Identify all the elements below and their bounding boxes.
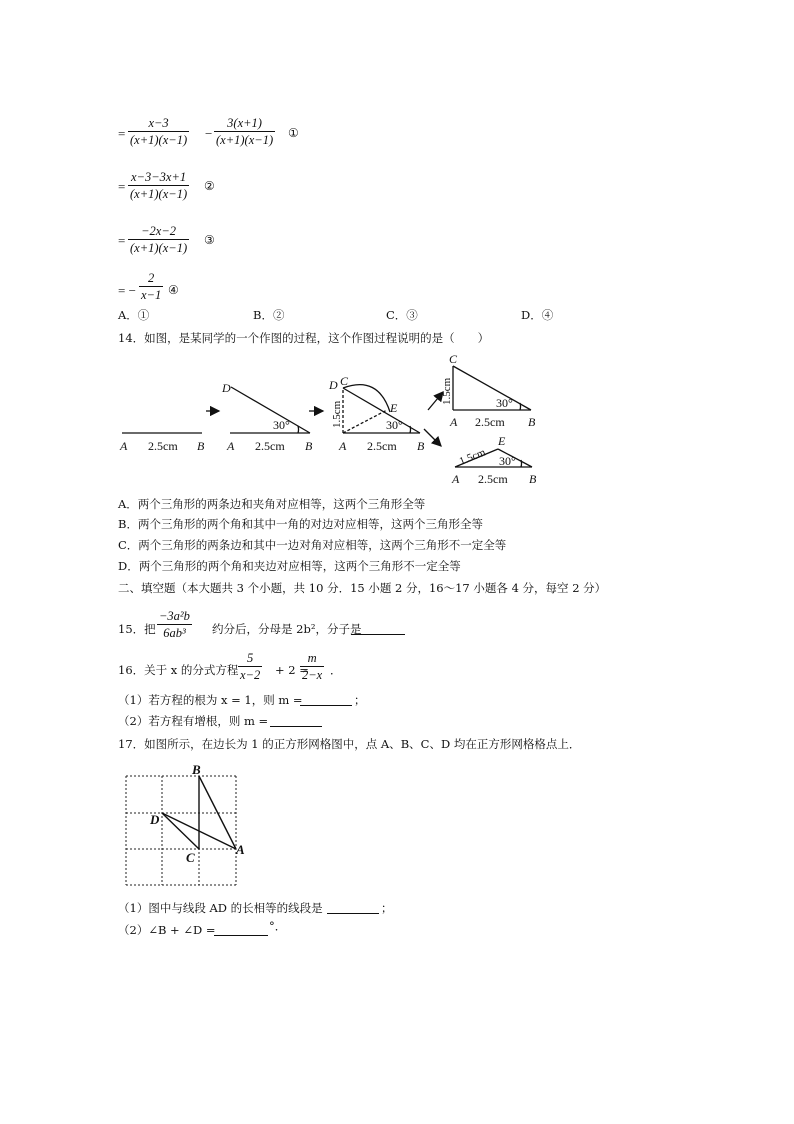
answer-blank[interactable]	[300, 693, 352, 706]
label-b: B	[305, 439, 313, 453]
label-ab-length: 2.5cm	[367, 439, 397, 453]
label-ab-length: 2.5cm	[478, 472, 508, 486]
label-d: D	[222, 381, 231, 395]
answer-blank[interactable]	[351, 622, 405, 635]
label-b: B	[528, 415, 536, 429]
fraction: $\frac{\text{−3a²b}}{\text{6ab³}}$	[159, 609, 190, 640]
q14-stem: 14．如图，是某同学的一个作图的过程，这个作图过程说明的是（ ）	[118, 331, 490, 345]
q14-option-d: D．两个三角形的两个角和夹边对应相等，这两个三角形不一定全等	[118, 559, 461, 573]
q17-grid-figure	[120, 760, 260, 892]
label-b: B	[197, 439, 205, 453]
label-ab-length: 2.5cm	[148, 439, 178, 453]
label-angle: 30°	[496, 396, 513, 410]
label-d: D	[329, 378, 338, 392]
label-c: C	[340, 374, 349, 388]
fraction: $\frac{x-3}{(x+1)(x-1)}$	[130, 116, 188, 147]
label-d: D	[150, 812, 160, 827]
label-ab-length: 2.5cm	[475, 415, 505, 429]
option-c: C．③	[386, 308, 418, 322]
label-ae-length: 1.5cm	[457, 446, 488, 468]
option-a: A．①	[118, 308, 150, 322]
answer-blank[interactable]	[270, 714, 322, 727]
fraction: $\frac{m}{2-x}$	[302, 651, 323, 682]
label-angle: 30°	[273, 418, 290, 432]
label-a: A	[452, 472, 460, 486]
q14-option-b: B．两个三角形的两个角和其中一角的对边对应相等，这两个三角形全等	[118, 517, 483, 531]
circled-number: ④	[168, 283, 179, 297]
fraction: $\frac{x-3-3x+1}{(x+1)(x-1)}$	[130, 170, 188, 201]
q17-stem: 17．如图所示，在边长为 1 的正方形网格图中，点 A、B、C、D 均在正方形网格格点上．	[118, 737, 581, 751]
option-d: D．④	[521, 308, 554, 322]
circled-number: ②	[204, 179, 215, 193]
label-c: C	[186, 850, 195, 865]
label-a: A	[236, 842, 245, 857]
label-a: A	[339, 439, 347, 453]
label-ab-length: 2.5cm	[255, 439, 285, 453]
circled-number: ③	[204, 233, 215, 247]
label-ac-length: 1.5cm	[331, 400, 343, 428]
label-ac-length: 1.5cm	[441, 377, 453, 405]
label-e: E	[390, 401, 398, 415]
q14-construction-figure	[0, 0, 794, 500]
label-a: A	[227, 439, 235, 453]
circled-number: ①	[288, 126, 299, 140]
label-e: E	[498, 434, 506, 448]
answer-blank[interactable]	[214, 923, 268, 936]
fraction: $\frac{5}{x-2}$	[240, 651, 261, 682]
label-b: B	[529, 472, 537, 486]
answer-blank[interactable]	[327, 901, 379, 914]
label-a: A	[450, 415, 458, 429]
label-a: A	[120, 439, 128, 453]
section-heading: 二、填空题（本大题共 3 个小题，共 10 分．15 小题 2 分，16～17 小题各 4 分，每空 2 分）	[118, 581, 607, 595]
fraction: $\frac{2}{x-1}$	[141, 271, 162, 302]
fraction: $\frac{3(x+1)}{(x+1)(x-1)}$	[216, 116, 274, 147]
option-b: B．②	[253, 308, 285, 322]
label-c: C	[449, 352, 458, 366]
label-angle: 30°	[386, 418, 403, 432]
q14-option-c: C．两个三角形的两条边和其中一边对角对应相等，这两个三角形不一定全等	[118, 538, 507, 552]
q14-option-a: A．两个三角形的两条边和夹角对应相等，这两个三角形全等	[118, 497, 426, 511]
fraction: $\frac{-2x-2}{(x+1)(x-1)}$	[130, 224, 188, 255]
label-angle: 30°	[499, 454, 516, 468]
label-b: B	[417, 439, 425, 453]
label-b: B	[192, 762, 201, 777]
